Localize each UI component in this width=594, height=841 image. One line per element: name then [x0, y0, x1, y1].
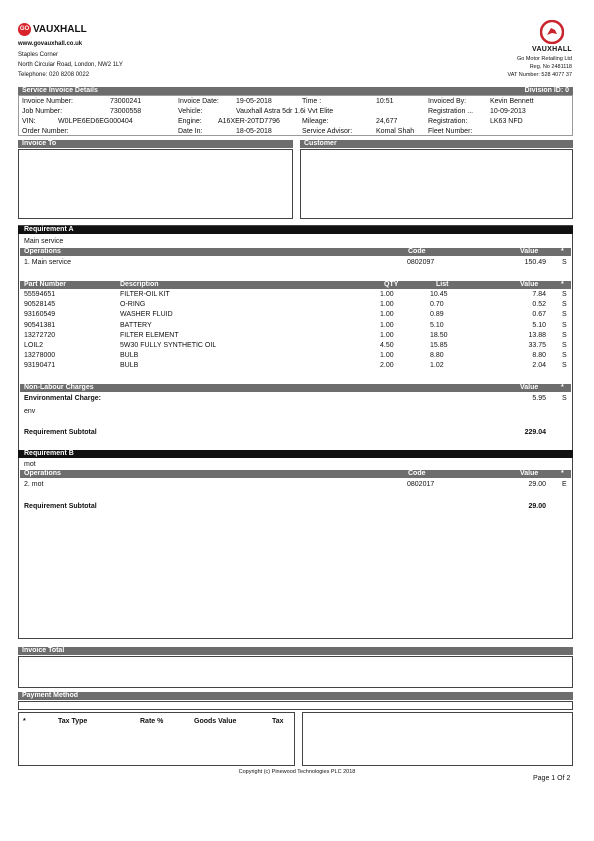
part-qty: 1.00 [380, 352, 394, 360]
invoice-total-bar [18, 647, 573, 655]
invoiced-by-label: Invoiced By: [428, 98, 467, 105]
operation-value: 29.00 [528, 481, 546, 488]
part-number: 93190471 [24, 362, 56, 370]
payment-method-box [18, 701, 573, 710]
part-flag: S [562, 301, 567, 309]
part-flag: S [562, 352, 567, 360]
part-description: FILTER-OIL KIT [120, 291, 170, 298]
vehicle-label: Vehicle: [178, 108, 203, 115]
advisor-label: Service Advisor: [302, 128, 353, 135]
mileage-label: Mileage: [302, 118, 329, 125]
part-description: 5W30 FULLY SYNTHETIC OIL [120, 342, 217, 349]
operation-flag: S [562, 259, 567, 266]
operation-row [24, 258, 572, 268]
time: 10:51 [376, 98, 394, 105]
part-qty: 4.50 [380, 342, 394, 349]
part-value: 2.04 [532, 362, 546, 370]
invoice-to-bar [18, 140, 293, 148]
invoice-to-box [18, 149, 293, 219]
registration: LK63 NFD [490, 118, 523, 125]
operations-header: Operations [24, 470, 61, 477]
part-value: 5.10 [532, 321, 546, 329]
environmental-charge-sub: env [24, 408, 36, 415]
value-header: Value [520, 248, 539, 255]
company-brand: VAUXHALL [33, 24, 87, 35]
star-header: * [561, 248, 564, 255]
requirement-a-desc: Main service [24, 238, 64, 245]
copyright: Copyright (c) Pinewood Technologies PLC 2018 [238, 769, 356, 775]
req-a-subtotal-row [24, 428, 572, 438]
vin: W0LPE6ED6EG000404 [58, 118, 133, 125]
part-flag: S [562, 321, 567, 329]
fleet-number-label: Fleet Number: [428, 128, 473, 135]
req-b-subtotal-label: Requirement Subtotal [24, 503, 97, 510]
list-header: List [436, 281, 449, 288]
date-in: 18-05-2018 [236, 128, 272, 135]
part-description: BULB [120, 352, 139, 360]
star-header: * [561, 470, 564, 477]
part-flag: S [562, 311, 567, 319]
req-a-operations-bar [20, 248, 571, 256]
details-bar [18, 87, 573, 95]
part-flag: S [562, 342, 567, 349]
part-value: 8.80 [532, 352, 546, 360]
registration-label: Registration: [428, 118, 468, 125]
tax-type-header: Tax Type [58, 718, 88, 725]
non-labour-bar [20, 384, 571, 392]
part-number: 90528145 [24, 301, 56, 309]
payment-method-bar [18, 692, 573, 700]
operation-flag: E [562, 481, 567, 488]
part-list: 1.02 [430, 362, 444, 370]
mileage: 24,677 [376, 118, 398, 125]
vehicle: Vauxhall Astra 5dr 1.6i Vvt Elite [236, 108, 334, 115]
job-number-label: Job Number: [22, 108, 63, 115]
part-row [24, 351, 572, 361]
requirement-a-title: Requirement A [24, 226, 74, 233]
part-list: 0.89 [430, 311, 444, 319]
req-a-subtotal-label: Requirement Subtotal [24, 429, 97, 436]
tax-star-header: * [23, 718, 26, 725]
value-header: Value [520, 470, 539, 477]
company-telephone: Telephone: 020 8208 0022 [18, 72, 90, 78]
part-number: 55594651 [24, 291, 56, 298]
part-list: 10.45 [430, 291, 448, 298]
code-header: Code [408, 470, 426, 477]
right-line1: Go Motor Retailing Ltd [516, 56, 572, 62]
part-list: 18.50 [430, 331, 448, 339]
vin-label: VIN: [22, 118, 36, 125]
req-a-subtotal: 229.04 [524, 429, 546, 436]
parts-header-bar [20, 281, 571, 289]
time-label: Time : [302, 98, 322, 105]
requirement-a-bar [18, 226, 573, 234]
date-in-label: Date In: [178, 128, 203, 135]
star-header: * [561, 281, 564, 288]
registration-date: 10-09-2013 [490, 108, 526, 115]
part-description: WASHER FLUID [120, 311, 173, 319]
registration-date-label: Registration ... [428, 108, 474, 115]
part-qty: 1.00 [380, 291, 394, 298]
part-description: BULB [120, 362, 139, 370]
star-header: * [561, 384, 564, 391]
part-number: 13278000 [24, 352, 56, 360]
customer-title: Customer [304, 140, 337, 147]
operation-name: 1. Main service [24, 259, 72, 266]
part-qty: 1.00 [380, 321, 394, 329]
environmental-charge-row [24, 394, 572, 404]
right-line3: VAT Number: 528 4077 37 [507, 72, 572, 78]
details-bar-title: Service Invoice Details [22, 87, 98, 94]
logo-badge-text: GO [19, 26, 30, 32]
part-row [24, 321, 572, 331]
operations-header: Operations [24, 248, 61, 255]
part-qty: 1.00 [380, 311, 394, 319]
operation-code: 0802017 [407, 481, 435, 488]
code-header: Code [408, 248, 426, 255]
right-line2: Reg. No 2481118 [529, 64, 572, 70]
part-qty: 1.00 [380, 301, 394, 309]
requirement-b-desc: mot [24, 461, 36, 468]
part-value: 13.88 [528, 331, 546, 339]
part-row [24, 361, 572, 371]
page-number: Page 1 Of 2 [533, 775, 571, 782]
advisor: Komal Shah [376, 128, 415, 135]
qty-header: QTY [384, 281, 399, 288]
invoice-date: 19-05-2018 [236, 98, 272, 105]
requirement-b-bar [18, 450, 573, 458]
req-b-subtotal-row [24, 502, 572, 512]
non-labour-header: Non-Labour Charges [24, 384, 94, 391]
invoice-total-title: Invoice Total [22, 647, 65, 654]
part-row [24, 341, 572, 351]
non-labour-value-header: Value [520, 384, 539, 391]
right-brand: VAUXHALL [532, 46, 572, 53]
tax-goods-header: Goods Value [194, 718, 237, 725]
invoice-date-label: Invoice Date: [178, 98, 219, 105]
tax-rate-header: Rate % [140, 718, 164, 725]
part-number: 93160549 [24, 311, 56, 319]
environmental-charge-flag: S [562, 395, 567, 402]
requirement-b-title: Requirement B [24, 450, 74, 457]
part-row [24, 310, 572, 320]
part-row [24, 331, 572, 341]
part-flag: S [562, 291, 567, 298]
customer-bar [300, 140, 573, 148]
req-b-operations-bar [20, 470, 571, 478]
part-description: FILTER ELEMENT [120, 331, 179, 339]
invoice-total-box [18, 656, 573, 688]
invoice-number: 73000241 [110, 98, 142, 105]
part-number-header: Part Number [24, 281, 67, 288]
part-list: 15.85 [430, 342, 448, 349]
go-logo-icon [18, 23, 31, 36]
description-header: Description [120, 281, 159, 288]
invoice-to-title: Invoice To [22, 140, 57, 147]
part-number: 90541381 [24, 321, 56, 329]
part-qty: 1.00 [380, 331, 394, 339]
invoiced-by: Kevin Bennett [490, 98, 534, 105]
environmental-charge-label: Environmental Charge: [24, 395, 102, 402]
part-row [24, 300, 572, 310]
details-grid [22, 97, 572, 137]
customer-box [300, 149, 573, 219]
req-b-subtotal: 29.00 [528, 503, 546, 510]
tax-tax-header: Tax [272, 718, 284, 725]
company-website: www.govauxhall.co.uk [18, 41, 83, 47]
operation-value: 150.49 [524, 259, 546, 266]
invoice-number-label: Invoice Number: [22, 98, 73, 105]
part-flag: S [562, 331, 567, 339]
part-qty: 2.00 [380, 362, 394, 370]
part-list: 0.70 [430, 301, 444, 309]
job-number: 73000558 [110, 108, 142, 115]
engine: A16XER-20TD7796 [218, 118, 280, 125]
vauxhall-griffin-icon [540, 20, 564, 44]
part-value: 0.52 [532, 301, 546, 309]
company-address1: Staples Corner [18, 52, 59, 58]
tax-right-box [302, 712, 573, 766]
order-number-label: Order Number: [22, 128, 69, 135]
value-header: Value [520, 281, 539, 288]
operation-name: 2. mot [24, 481, 44, 488]
part-value: 33.75 [528, 342, 546, 349]
part-value: 0.67 [532, 311, 546, 319]
operation-code: 0802097 [407, 259, 435, 266]
part-description: O-RING [120, 301, 146, 309]
division-id: Division ID: 0 [524, 87, 569, 94]
environmental-charge-value: 5.95 [532, 395, 546, 402]
part-value: 7.84 [532, 291, 546, 298]
part-flag: S [562, 362, 567, 370]
part-number: LOIL2 [24, 342, 44, 349]
company-address2: North Circular Road, London, NW2 1LY [18, 62, 123, 68]
part-number: 13272720 [24, 331, 56, 339]
operation-row [24, 480, 572, 490]
engine-label: Engine: [178, 118, 202, 125]
part-row [24, 290, 572, 300]
payment-method-title: Payment Method [22, 692, 79, 699]
part-list: 8.80 [430, 352, 444, 360]
part-list: 5.10 [430, 321, 444, 329]
part-description: BATTERY [120, 321, 152, 329]
